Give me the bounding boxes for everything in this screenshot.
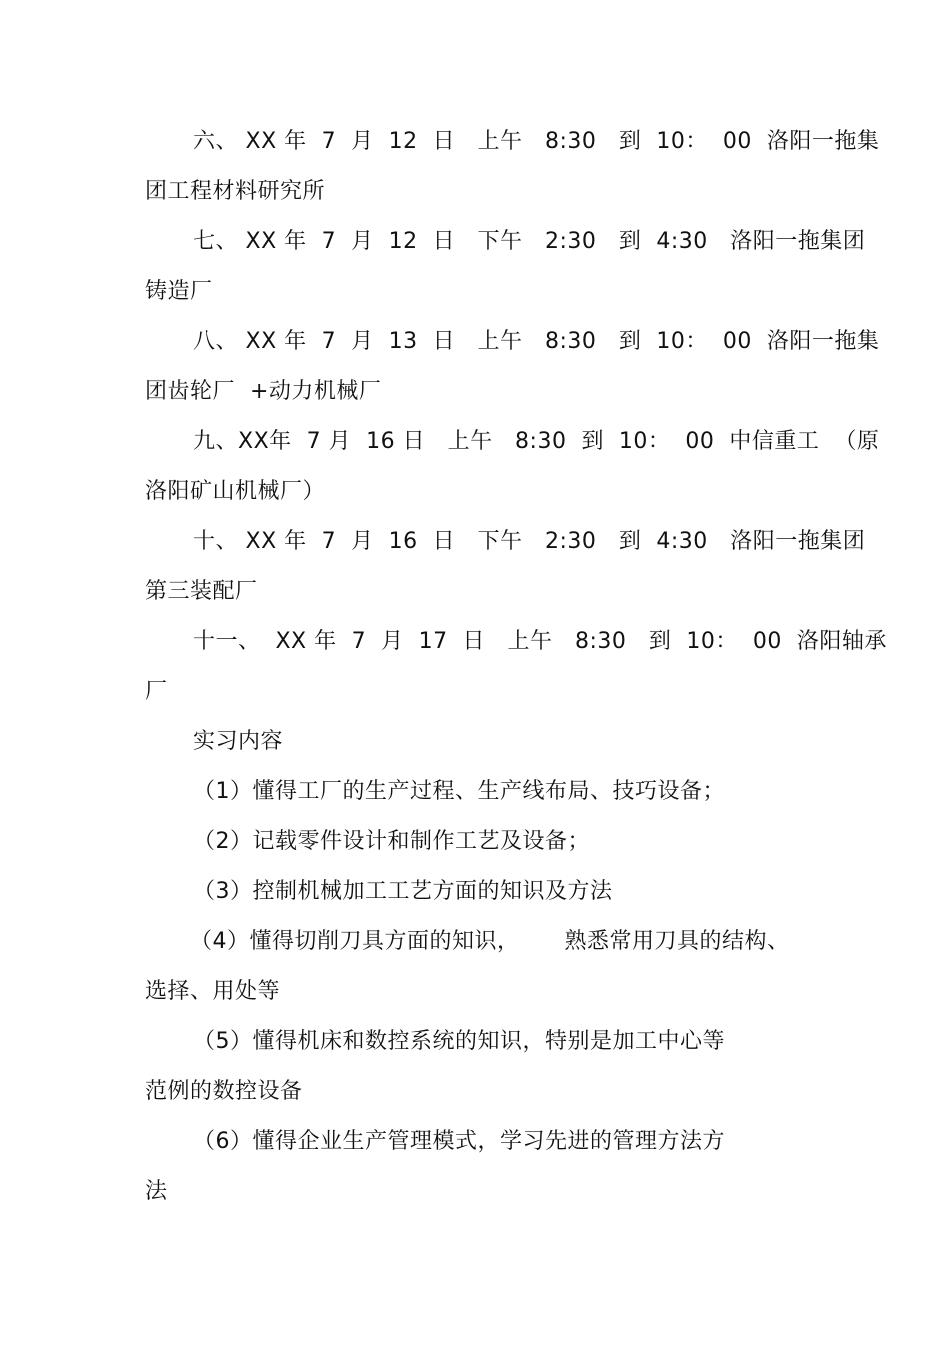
content-item-5-line-2: 范例的数控设备	[145, 1079, 303, 1104]
schedule-item-9-line-1: 九、XX年 7 月 16 日 上午 8:30 到 10： 00 中信重工 （原	[193, 429, 880, 454]
content-item-5-line-1: （5）懂得机床和数控系统的知识，特别是加工中心等	[193, 1029, 725, 1054]
content-item-1: （1）懂得工厂的生产过程、生产线布局、技巧设备；	[193, 779, 725, 804]
schedule-item-8-line-1: 八、 XX 年 7 月 13 日 上午 8:30 到 10： 00 洛阳一拖集	[193, 329, 880, 354]
section-heading-internship-content: 实习内容	[193, 729, 284, 754]
schedule-item-6-line-2: 团工程材料研究所	[145, 179, 326, 204]
schedule-item-8-line-2: 团齿轮厂 +动力机械厂	[145, 379, 382, 404]
schedule-item-11-line-1: 十一、 XX 年 7 月 17 日 上午 8:30 到 10： 00 洛阳轴承	[193, 629, 887, 654]
schedule-item-9-line-2: 洛阳矿山机械厂）	[145, 479, 326, 504]
schedule-item-10-line-2: 第三装配厂	[145, 579, 258, 604]
content-item-6-line-2: 法	[145, 1179, 168, 1204]
schedule-item-6-line-1: 六、 XX 年 7 月 12 日 上午 8:30 到 10： 00 洛阳一拖集	[193, 129, 880, 154]
content-item-4-line-2: 选择、用处等	[145, 979, 281, 1004]
content-item-3: （3）控制机械加工工艺方面的知识及方法	[193, 879, 613, 904]
content-item-4-line-1: （4）懂得切削刀具方面的知识， 熟悉常用刀具的结构、	[190, 929, 790, 954]
content-item-2: （2）记载零件设计和制作工艺及设备；	[193, 829, 590, 854]
schedule-item-7-line-2: 铸造厂	[145, 279, 213, 304]
schedule-item-11-line-2: 厂	[145, 679, 168, 704]
schedule-item-10-line-1: 十、 XX 年 7 月 16 日 下午 2:30 到 4:30 洛阳一拖集团	[193, 529, 866, 554]
schedule-item-7-line-1: 七、 XX 年 7 月 12 日 下午 2:30 到 4:30 洛阳一拖集团	[193, 229, 866, 254]
content-item-6-line-1: （6）懂得企业生产管理模式，学习先进的管理方法方	[193, 1129, 725, 1154]
